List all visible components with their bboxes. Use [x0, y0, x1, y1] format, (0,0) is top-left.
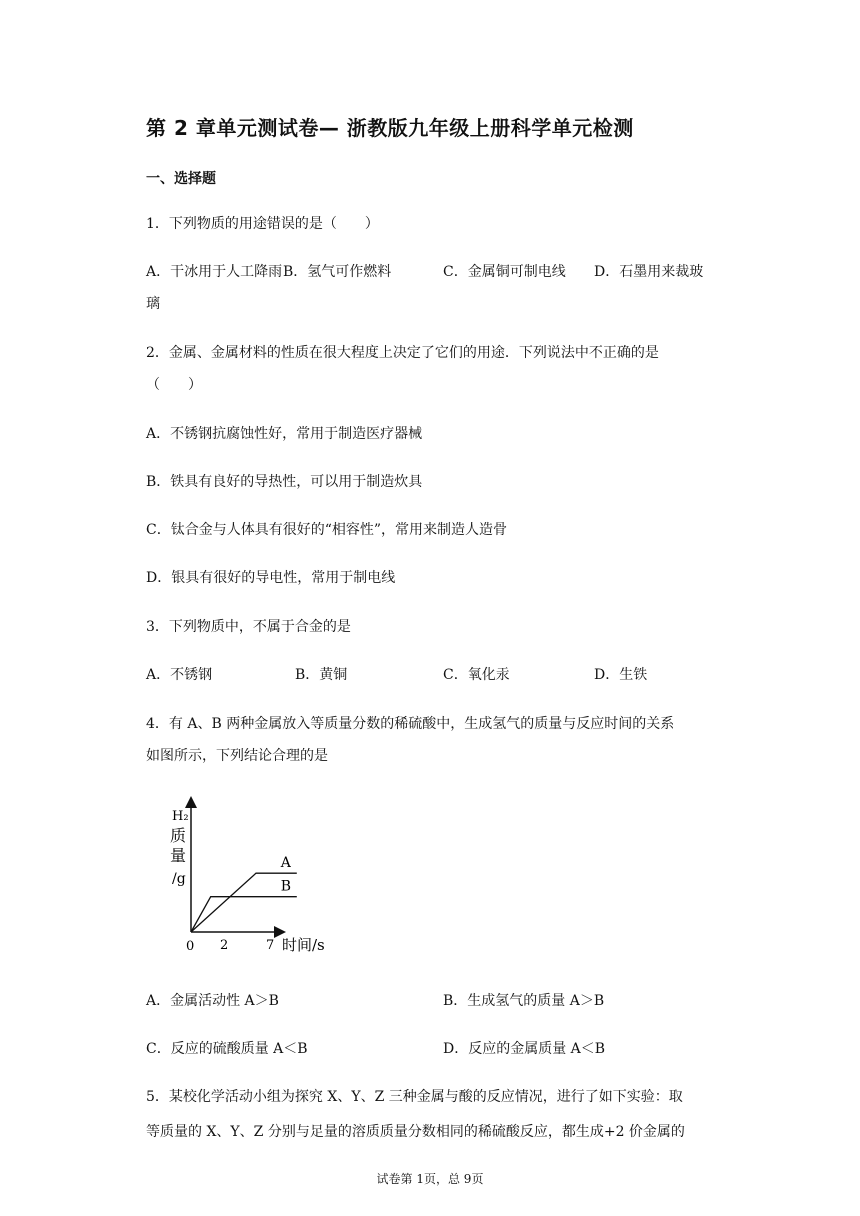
- question-1-option-a: A．干冰用于人工降雨: [146, 264, 283, 280]
- question-3-option-a: A．不锈钢: [146, 667, 213, 683]
- y-axis-label-char-1: 质: [170, 826, 187, 845]
- hydrogen-mass-time-chart: [150, 790, 340, 960]
- y-axis-label-unit: /g: [172, 871, 186, 887]
- x-axis-label: 时间/s: [282, 936, 325, 954]
- question-3-option-d: D．生铁: [594, 667, 648, 683]
- question-2-option-d: D．银具有很好的导电性，常用于制电线: [146, 570, 396, 586]
- y-axis-label-char-2: 量: [170, 846, 187, 865]
- question-2-option-c: C．钛合金与人体具有很好的“相容性”，常用来制造人造骨: [146, 522, 508, 538]
- question-3-option-b: B．黄铜: [295, 667, 348, 683]
- question-1-option-c: C．金属铜可制电线: [443, 264, 566, 280]
- question-4-option-b: B．生成氢气的质量 A＞B: [443, 993, 605, 1009]
- question-1-option-d-continued: 璃: [146, 296, 160, 312]
- question-1-option-b: B．氢气可作燃料: [283, 264, 392, 280]
- x-tick-label-7: 7: [266, 938, 275, 953]
- question-1-option-d: D．石墨用来裁玻: [594, 264, 704, 280]
- series-a-label: A: [280, 855, 291, 872]
- question-5-line-1: 5．某校化学活动小组为探究 X、Y、Z 三种金属与酸的反应情况，进行了如下实验：取: [146, 1089, 683, 1105]
- question-4-option-c: C．反应的硫酸质量 A＜B: [146, 1041, 308, 1057]
- question-5-line-2: 等质量的 X、Y、Z 分别与足量的溶质质量分数相同的稀硫酸反应，都生成+2 价金属的: [146, 1124, 685, 1140]
- origin-label: 0: [186, 939, 195, 954]
- page-footer: 试卷第 1页，总 9页: [376, 1172, 484, 1186]
- question-1-stem: 1．下列物质的用途错误的是（ ）: [146, 216, 379, 232]
- series-b-line: [191, 897, 297, 932]
- series-b-label: B: [280, 878, 292, 895]
- question-4-option-a: A．金属活动性 A＞B: [146, 993, 279, 1009]
- question-4-option-d: D．反应的金属质量 A＜B: [443, 1041, 606, 1057]
- question-2-option-a: A．不锈钢抗腐蚀性好，常用于制造医疗器械: [146, 426, 423, 442]
- section-heading: 一、选择题: [146, 171, 216, 187]
- question-4-stem-continued: 如图所示，下列结论合理的是: [146, 748, 328, 764]
- y-axis-label-top: H₂: [172, 809, 189, 824]
- x-tick-label-2: 2: [220, 938, 229, 953]
- question-3-stem: 3．下列物质中，不属于合金的是: [146, 619, 351, 635]
- question-2-stem-continued: （ ）: [146, 377, 202, 393]
- page-title: 第 2 章单元测试卷— 浙教版九年级上册科学单元检测: [146, 116, 634, 140]
- question-3-option-c: C．氧化汞: [443, 667, 510, 683]
- question-2-option-b: B．铁具有良好的导热性，可以用于制造炊具: [146, 474, 423, 490]
- question-4-stem: 4．有 A、B 两种金属放入等质量分数的稀硫酸中，生成氢气的质量与反应时间的关系: [146, 716, 675, 732]
- question-2-stem: 2．金属、金属材料的性质在很大程度上决定了它们的用途．下列说法中不正确的是: [146, 345, 659, 361]
